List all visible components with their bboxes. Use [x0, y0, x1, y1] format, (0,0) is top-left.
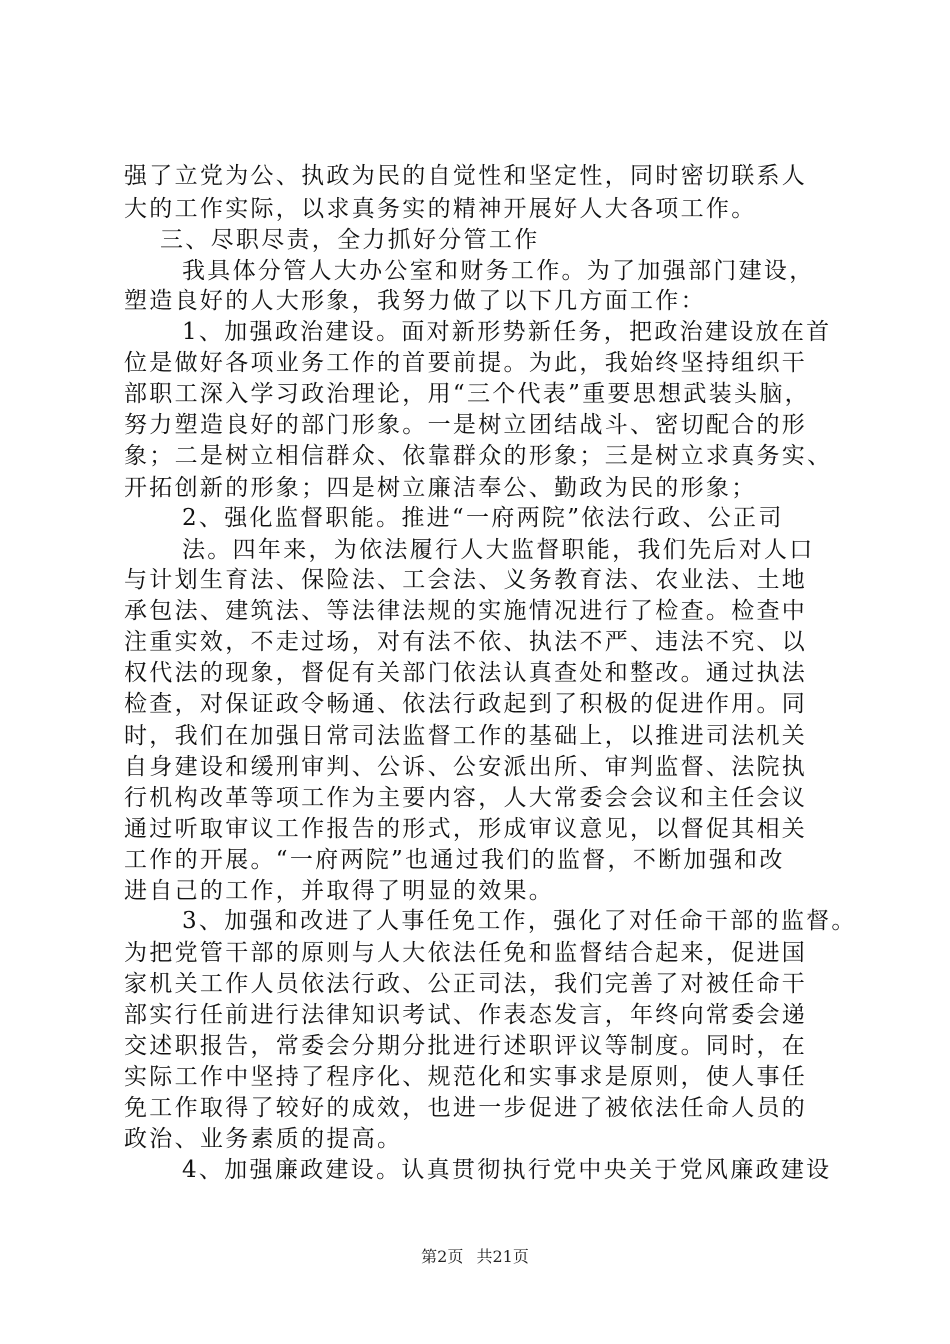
paragraph-line: 工作的开展。“一府两院”也通过我们的监督，不断加强和改 — [124, 847, 785, 873]
paragraph-line: 实际工作中坚持了程序化、规范化和实事求是原则，使人事任 — [124, 1064, 808, 1090]
paragraph-line: 通过听取审议工作报告的形式，形成审议意见，以督促其相关 — [124, 816, 808, 842]
paragraph-line: 开拓创新的形象；四是树立廉洁奉公、勤政为民的形象； — [124, 475, 757, 501]
paragraph-line: 我具体分管人大办公室和财务工作。为了加强部门建设， — [182, 258, 815, 284]
paragraph-line: 权代法的现象，督促有关部门依法认真查处和整改。通过执法 — [124, 660, 808, 686]
paragraph-line: 部职工深入学习政治理论，用“三个代表”重要思想武装头脑， — [124, 381, 810, 407]
paragraph-line: 位是做好各项业务工作的首要前提。为此，我始终坚持组织干 — [124, 350, 808, 376]
paragraph-line: 行机构改革等项工作为主要内容，人大常委会会议和主任会议 — [124, 785, 808, 811]
paragraph-line: 承包法、建筑法、等法律法规的实施情况进行了检查。检查中 — [124, 598, 808, 624]
page-total: 共21页 — [476, 1247, 529, 1266]
paragraph-line: 部实行任前进行法律知识考试、作表态发言，年终向常委会递 — [124, 1002, 808, 1028]
page-number: 第2页 — [421, 1247, 464, 1266]
paragraph-line: 大的工作实际，以求真务实的精神开展好人大各项工作。 — [124, 196, 757, 222]
paragraph-line: 时，我们在加强日常司法监督工作的基础上，以推进司法机关 — [124, 723, 808, 749]
page-footer — [0, 1247, 950, 1267]
paragraph-line: 塑造良好的人大形象，我努力做了以下几方面工作： — [124, 288, 706, 314]
paragraph-line: 自身建设和缓刑审判、公诉、公安派出所、审判监督、法院执 — [124, 754, 808, 780]
paragraph-line: 3、加强和改进了人事任免工作，强化了对任命干部的监督。 — [182, 908, 857, 934]
paragraph-line: 象；二是树立相信群众、依靠群众的形象；三是树立求真务实、 — [124, 443, 833, 469]
paragraph-line: 强了立党为公、执政为民的自觉性和坚定性，同时密切联系人 — [124, 163, 808, 189]
paragraph-line: 努力塑造良好的部门形象。一是树立团结战斗、密切配合的形 — [124, 412, 808, 438]
paragraph-line: 与计划生育法、保险法、工会法、义务教育法、农业法、土地 — [124, 567, 808, 593]
paragraph-line: 进自己的工作，并取得了明显的效果。 — [124, 878, 555, 904]
paragraph-line: 4、加强廉政建设。认真贯彻执行党中央关于党风廉政建设 — [182, 1157, 832, 1183]
paragraph-line: 2、强化监督职能。推进“一府两院”依法行政、公正司 — [182, 505, 784, 531]
paragraph-line: 免工作取得了较好的成效，也进一步促进了被依法任命人员的 — [124, 1095, 808, 1121]
paragraph-line: 1、加强政治建设。面对新形势新任务，把政治建设放在首 — [182, 319, 832, 345]
paragraph-line: 家机关工作人员依法行政、公正司法，我们完善了对被任命干 — [124, 971, 808, 997]
paragraph-line: 注重实效，不走过场，对有法不依、执法不严、违法不究、以 — [124, 629, 808, 655]
paragraph-line: 交述职报告，常委会分期分批进行述职评议等制度。同时，在 — [124, 1033, 808, 1059]
paragraph-line: 政治、业务素质的提高。 — [124, 1126, 403, 1152]
paragraph-line: 法。四年来，为依法履行人大监督职能，我们先后对人口 — [182, 537, 815, 563]
paragraph-line: 三、尽职尽责，全力抓好分管工作 — [160, 227, 540, 253]
paragraph-line: 为把党管干部的原则与人大依法任免和监督结合起来，促进国 — [124, 940, 808, 966]
paragraph-line: 检查，对保证政令畅通、依法行政起到了积极的促进作用。同 — [124, 691, 808, 717]
